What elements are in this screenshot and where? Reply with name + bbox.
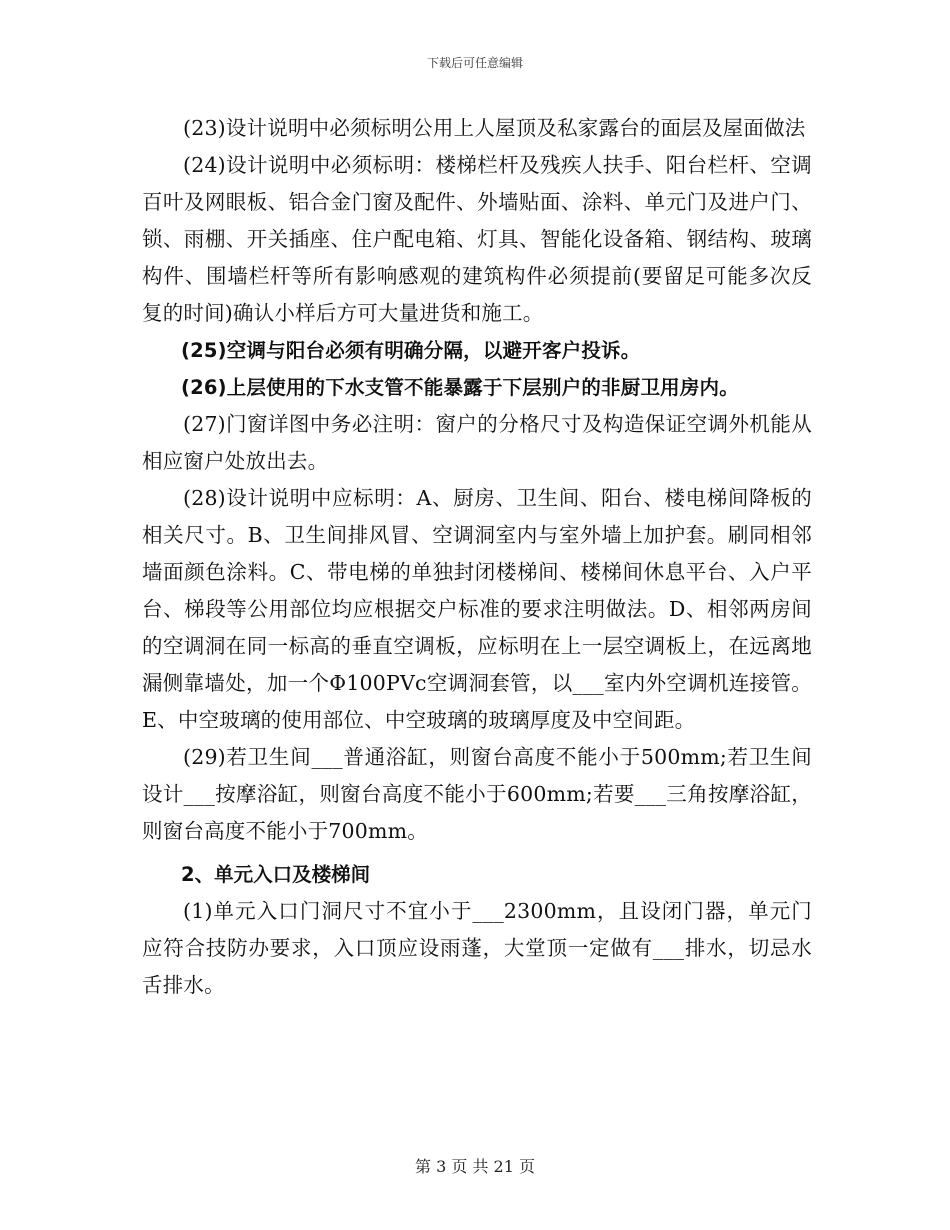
section-heading: 2、单元入口及楼梯间 [181,863,371,886]
paragraph-23: (23)设计说明中必须标明公用上人屋顶及私家露台的面层及屋面做法 [183,116,806,140]
page-footer: 第 3 页 共 21 页 [415,1157,535,1176]
paragraph-26: (26)上层使用的下水支管不能暴露于下层别户的非厨卫用房内。 [181,376,739,399]
document-body [142,110,812,1004]
paragraph-24: (24)设计说明中必须标明：楼梯栏杆及残疾人扶手、阳台栏杆、空调百叶及网眼板、铝合金门窗及配件、外墙贴面、涂料、单元门及进户门、锁、雨棚、开关插座、住户配电箱、灯具、智能化设备箱、钢结构、玻璃构件、围墙栏杆等所有影响感观的建筑构件必须提前(要留足可能多次反复的时间)确认小样后方可大量进货和施工。 [142,153,812,325]
paragraph-27: (27)门窗详图中务必注明：窗户的分格尺寸及构造保证空调外机能从相应窗户处放出去。 [142,412,812,473]
page-header: 下载后可任意编辑 [426,56,523,70]
section-paragraph-1: (1)单元入口门洞尺寸不宜小于___2300mm，且设闭门器，单元门应符合技防办要求，入口顶应设雨蓬，大堂顶一定做有___排水，切忌水舌排水。 [142,899,812,997]
paragraph-25: (25)空调与阳台必须有明确分隔，以避开客户投诉。 [181,339,641,362]
paragraph-28: (28)设计说明中应标明：A、厨房、卫生间、阳台、楼电梯间降板的相关尺寸。B、卫生间排风冒、空调洞室内与室外墙上加护套。刷同相邻墙面颜色涂料。C、带电梯的单独封闭楼梯间、楼梯间休息平台、入户平台、梯段等公用部位均应根据交户标准的要求注明做法。D、相邻两房间的空调洞在同一标高的垂直空调板，应标明在上一层空调板上，在远离地漏侧靠墙处，加一个Φ100PVc空调洞套管，以___室内外空调机连接管。E、中空玻璃的使用部位、中空玻璃的玻璃厚度及中空间距。 [142,486,812,732]
paragraph-29: (29)若卫生间___普通浴缸，则窗台高度不能小于500mm;若卫生间设计___按摩浴缸，则窗台高度不能小于600mm;若要___三角按摩浴缸，则窗台高度不能小于700mm。 [142,745,812,843]
